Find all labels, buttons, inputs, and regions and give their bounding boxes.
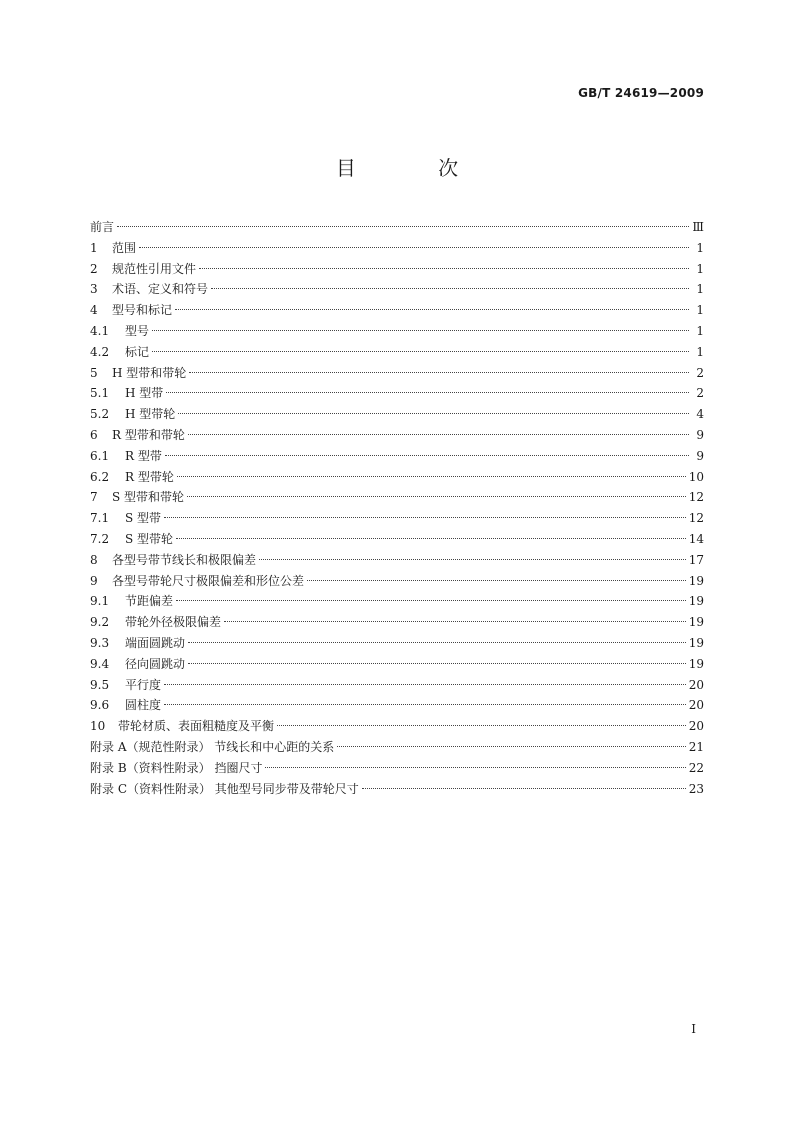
toc-entry[interactable]: [90, 217, 704, 238]
toc-leader-dots: [188, 663, 686, 664]
toc-entry[interactable]: [90, 737, 704, 758]
toc-entry-title: 型号和标记: [112, 303, 173, 318]
toc-entry[interactable]: [90, 612, 704, 633]
toc-entry[interactable]: [90, 529, 704, 550]
toc-entry-title: 圆柱度: [125, 698, 162, 713]
toc-entry-title: 附录 B（资料性附录） 挡圈尺寸: [90, 760, 263, 775]
toc-entry-page: 9: [696, 448, 704, 463]
table-of-contents: [90, 217, 704, 799]
toc-entry-page: 1: [696, 323, 704, 338]
toc-entry-title: 带轮外径极限偏差: [125, 615, 222, 630]
toc-entry-page: 2: [696, 365, 704, 380]
toc-entry-title: 附录 C（资料性附录） 其他型号同步带及带轮尺寸: [90, 781, 359, 796]
toc-entry-number: 9.3: [90, 635, 110, 650]
toc-entry-page: 1: [696, 344, 704, 359]
toc-entry-number: 10: [90, 719, 106, 734]
toc-entry[interactable]: [90, 363, 704, 384]
toc-entry-title: 带轮材质、表面粗糙度及平衡: [118, 719, 275, 734]
toc-entry-title: 节距偏差: [125, 594, 174, 609]
toc-entry[interactable]: [90, 279, 704, 300]
toc-leader-dots: [152, 330, 689, 331]
toc-entry-number: 3: [90, 282, 98, 297]
toc-entry-page: 19: [688, 615, 704, 630]
toc-entry-title: 前言: [90, 220, 115, 234]
toc-entry-number: 6.1: [90, 448, 110, 463]
toc-entry-title: 各型号带轮尺寸极限偏差和形位公差: [112, 573, 305, 588]
toc-entry[interactable]: [90, 404, 704, 425]
page-title: 目 次: [335, 156, 497, 180]
toc-entry-title: 端面圆跳动: [125, 635, 186, 650]
toc-entry-number: 6.2: [90, 469, 110, 484]
toc-entry-page: 17: [688, 552, 704, 567]
toc-entry-title: R 型带: [125, 448, 162, 463]
toc-entry-page: 21: [688, 739, 704, 754]
toc-entry-page: 14: [688, 531, 704, 546]
toc-leader-dots: [307, 580, 686, 581]
toc-entry-number: 9.6: [90, 698, 110, 713]
toc-entry-page: 20: [688, 677, 704, 692]
toc-entry[interactable]: [90, 321, 704, 342]
toc-leader-dots: [187, 496, 686, 497]
toc-entry[interactable]: [90, 591, 704, 612]
toc-leader-dots: [211, 288, 689, 289]
standard-code: GB/T 24619—2009: [578, 86, 704, 100]
toc-leader-dots: [176, 538, 686, 539]
toc-entry[interactable]: [90, 758, 704, 779]
toc-entry[interactable]: [90, 238, 704, 259]
toc-entry-number: 2: [90, 261, 98, 276]
toc-entry[interactable]: [90, 487, 704, 508]
toc-entry-title: H 型带: [125, 386, 164, 401]
toc-entry[interactable]: [90, 779, 704, 800]
toc-entry-title: 附录 A（规范性附录） 节线长和中心距的关系: [90, 739, 335, 754]
toc-entry-page: 23: [688, 781, 704, 796]
toc-leader-dots: [165, 455, 689, 456]
toc-entry-page: 19: [688, 594, 704, 609]
toc-entry[interactable]: [90, 550, 704, 571]
toc-entry-page: 1: [696, 303, 704, 318]
toc-entry-number: 5.2: [90, 407, 110, 422]
toc-leader-dots: [152, 351, 689, 352]
toc-entry-number: 4.1: [90, 323, 110, 338]
toc-entry[interactable]: [90, 342, 704, 363]
toc-leader-dots: [175, 309, 689, 310]
toc-leader-dots: [259, 559, 686, 560]
toc-entry-title: S 型带: [125, 511, 162, 526]
toc-entry[interactable]: [90, 633, 704, 654]
toc-entry-page: 19: [688, 656, 704, 671]
toc-entry[interactable]: [90, 716, 704, 737]
toc-entry-title: 各型号带节线长和极限偏差: [112, 552, 257, 567]
toc-entry-title: 规范性引用文件: [112, 261, 197, 276]
toc-entry-title: 标记: [125, 344, 150, 359]
toc-leader-dots: [178, 413, 689, 414]
toc-entry[interactable]: [90, 571, 704, 592]
toc-entry[interactable]: [90, 383, 704, 404]
toc-entry-number: 8: [90, 552, 98, 567]
toc-leader-dots: [166, 392, 689, 393]
toc-entry[interactable]: [90, 300, 704, 321]
toc-entry-page: 9: [696, 427, 704, 442]
toc-entry-number: 4: [90, 303, 98, 318]
toc-entry[interactable]: [90, 446, 704, 467]
toc-entry[interactable]: [90, 695, 704, 716]
toc-entry-title: 径向圆跳动: [125, 656, 186, 671]
toc-leader-dots: [277, 725, 686, 726]
toc-leader-dots: [139, 247, 689, 248]
toc-entry-title: 平行度: [125, 677, 162, 692]
toc-entry-page: 1: [696, 261, 704, 276]
toc-leader-dots: [176, 600, 686, 601]
toc-entry-page: 22: [688, 760, 704, 775]
toc-leader-dots: [188, 434, 689, 435]
toc-leader-dots: [224, 621, 686, 622]
page-number: I: [691, 1022, 696, 1036]
toc-leader-dots: [117, 226, 689, 227]
toc-entry-page: 12: [688, 490, 704, 505]
toc-entry-title: R 型带轮: [125, 469, 174, 484]
toc-entry-page: 1: [696, 240, 704, 255]
toc-entry-number: 5: [90, 365, 98, 380]
toc-entry-title: S 型带和带轮: [112, 490, 185, 505]
toc-leader-dots: [177, 476, 686, 477]
toc-entry-number: 9.1: [90, 594, 110, 609]
toc-entry-number: 9.2: [90, 615, 110, 630]
toc-entry-title: 范围: [112, 240, 137, 255]
toc-entry-page: 20: [688, 719, 704, 734]
toc-entry-page: 19: [688, 573, 704, 588]
toc-entry-number: 9: [90, 573, 98, 588]
toc-entry-number: 7.2: [90, 531, 110, 546]
toc-entry[interactable]: [90, 654, 704, 675]
toc-entry[interactable]: [90, 467, 704, 488]
toc-entry-title: R 型带和带轮: [112, 427, 185, 442]
toc-leader-dots: [164, 684, 686, 685]
toc-leader-dots: [188, 642, 686, 643]
toc-entry-title: 术语、定义和符号: [112, 282, 209, 297]
toc-entry-page: 10: [688, 469, 704, 484]
toc-entry-title: 型号: [125, 323, 150, 338]
toc-leader-dots: [189, 372, 689, 373]
toc-entry-title: H 型带轮: [125, 407, 176, 422]
toc-entry-number: 1: [90, 240, 98, 255]
toc-entry-page: 20: [688, 698, 704, 713]
toc-leader-dots: [164, 704, 686, 705]
toc-entry-number: 9.4: [90, 656, 110, 671]
toc-leader-dots: [265, 767, 685, 768]
toc-entry[interactable]: [90, 508, 704, 529]
toc-entry-number: 7: [90, 490, 98, 505]
toc-entry-title: S 型带轮: [125, 531, 174, 546]
toc-entry-number: 7.1: [90, 511, 110, 526]
toc-leader-dots: [199, 268, 689, 269]
toc-entry-page: 4: [696, 407, 704, 422]
toc-entry-page: Ⅲ: [692, 220, 704, 234]
toc-entry-number: 9.5: [90, 677, 110, 692]
toc-entry-number: 6: [90, 427, 98, 442]
toc-entry[interactable]: [90, 259, 704, 280]
toc-entry-page: 1: [696, 282, 704, 297]
toc-entry-title: H 型带和带轮: [112, 365, 187, 380]
toc-leader-dots: [164, 517, 686, 518]
toc-entry[interactable]: [90, 675, 704, 696]
toc-entry[interactable]: [90, 425, 704, 446]
toc-entry-page: 19: [688, 635, 704, 650]
toc-leader-dots: [362, 788, 686, 789]
toc-leader-dots: [337, 746, 685, 747]
toc-entry-number: 5.1: [90, 386, 110, 401]
toc-entry-page: 12: [688, 511, 704, 526]
toc-entry-page: 2: [696, 386, 704, 401]
toc-entry-number: 4.2: [90, 344, 110, 359]
